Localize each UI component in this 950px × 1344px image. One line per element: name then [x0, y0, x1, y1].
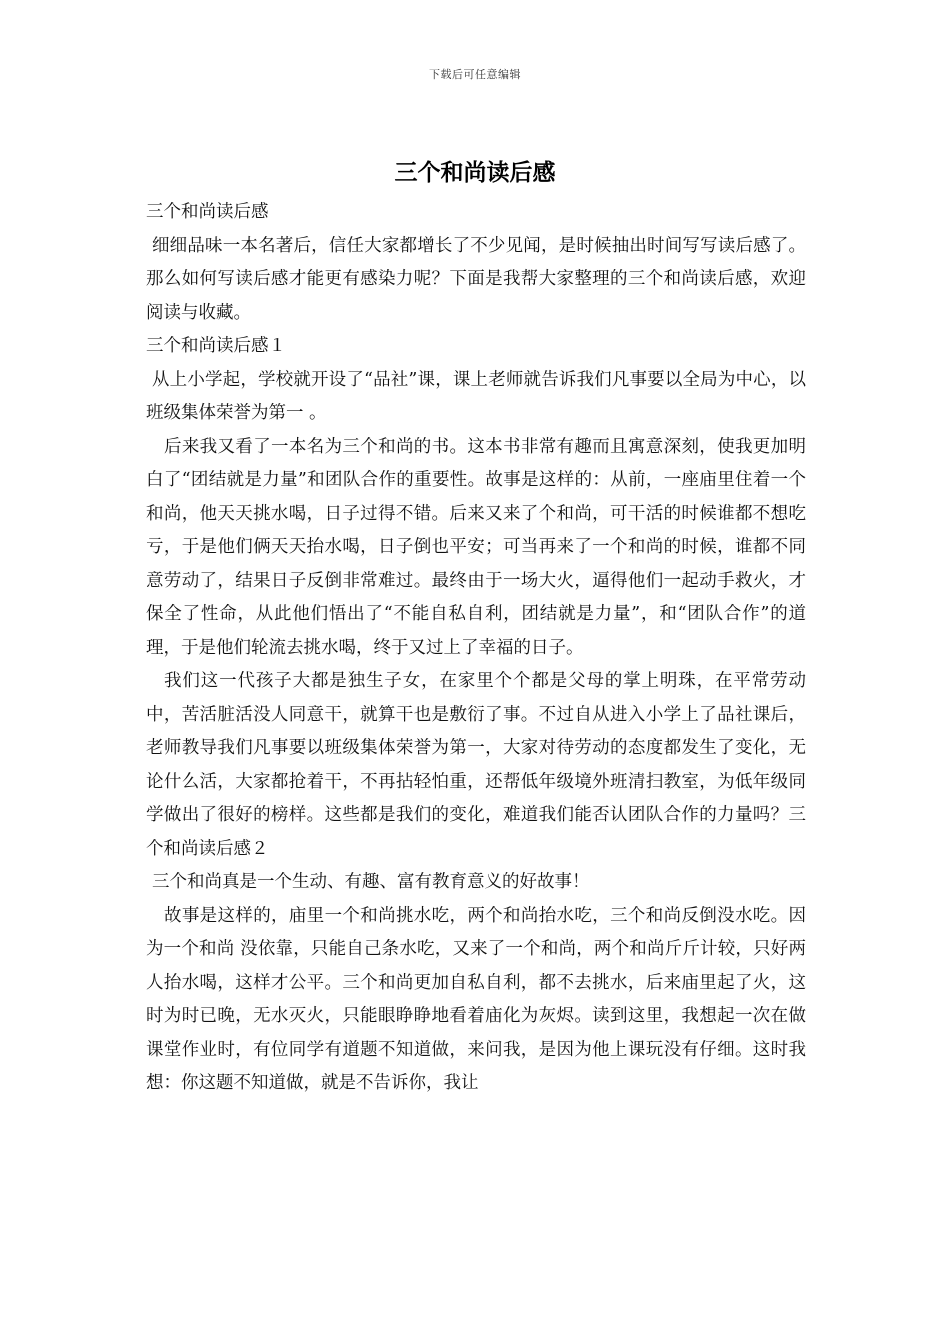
- body-paragraph: 后来我又看了一本名为三个和尚的书。这本书非常有趣而且寓意深刻，使我更加明白了“团结就是力量”和团队合作的重要性。故事是这样的：从前，一座庙里住着一个和尚，他天天挑水喝，日子过得不错。后来又来了个和尚，可干活的时候谁都不想吃亏，于是他们俩天天抬水喝，日子倒也平安；可当再来了一个和尚的时候，谁都不同意劳动了，结果日子反倒非常难过。最终由于一场大火，逼得他们一起动手救火，才保全了性命，从此他们悟出了“不能自私自利，团结就是力量”，和“团队合作”的道理，于是他们轮流去挑水喝，终于又过上了幸福的日子。: [146, 436, 806, 658]
- body-paragraph: 三个和尚真是一个生动、有趣、富有教育意义的好故事！: [152, 872, 590, 892]
- section-heading: 三个和尚读后感１: [146, 336, 286, 356]
- document-title: 三个和尚读后感: [394, 159, 556, 186]
- body-paragraph: 故事是这样的，庙里一个和尚挑水吃，两个和尚抬水吃，三个和尚反倒没水吃。因为一个和尚 没依靠，只能自己条水吃，又来了一个和尚，两个和尚斤斤计较，只好两人抬水喝，这样才公平。三个和尚更加自私自利，都不去挑水，后来庙里起了火，这时为时已晚，无水灭火，只能眼睁睁地看着庙化为灰烬。读到这里，我想起一次在做课堂作业时，有位同学有道题不知道做，来问我，是因为他上课玩没有仔细。这时我想：你这题不知道做，就是不告诉你，我让: [146, 905, 806, 1093]
- page-header-note: 下载后可任意编辑: [429, 68, 521, 81]
- body-paragraph: 从上小学起，学校就开设了“品社”课，课上老师就告诉我们凡事要以全局为中心，以班级集体荣誉为第一 。: [146, 369, 806, 423]
- document-body: [146, 196, 806, 1101]
- body-paragraph: 我们这一代孩子大都是独生子女，在家里个个都是父母的掌上明珠，在平常劳动中，苦活脏活没人同意干，就算干也是敷衍了事。不过自从进入小学上了品社课后，老师教导我们凡事要以班级集体荣誉为第一，大家对待劳动的态度都发生了变化，无论什么活，大家都抢着干，不再拈轻怕重，还帮低年级境外班清扫教室，为低年级同学做出了很好的榜样。这些都是我们的变化，难道我们能否认团队合作的力量吗？三个和尚读后感２: [146, 671, 806, 859]
- section-heading: 三个和尚读后感: [146, 202, 269, 222]
- intro-paragraph: 细细品味一本名著后，信任大家都增长了不少见闻，是时候抽出时间写写读后感了。那么如何写读后感才能更有感染力呢？下面是我帮大家整理的三个和尚读后感，欢迎阅读与收藏。: [146, 235, 806, 323]
